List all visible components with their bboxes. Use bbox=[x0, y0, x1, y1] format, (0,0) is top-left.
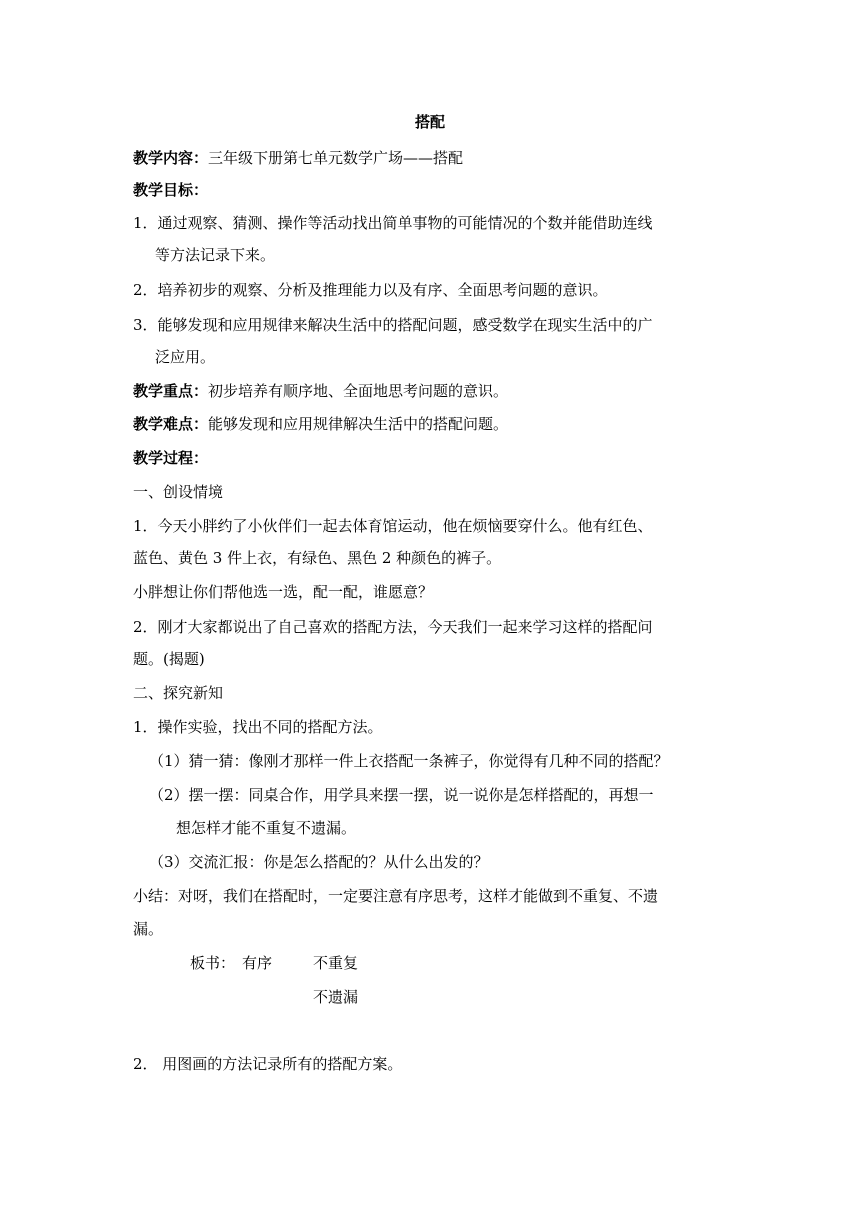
step-2: 2． 用图画的方法记录所有的搭配方案。 bbox=[133, 1055, 403, 1073]
goal-3-number: 3． bbox=[133, 316, 158, 334]
goal-3-line-1 bbox=[133, 315, 653, 335]
section-1-paragraph-3-line-1: 2．刚才大家都说出了自己喜欢的搭配方法，今天我们一起来学习这样的搭配问 bbox=[133, 618, 653, 636]
goal-1-line-2: 等方法记录下来。 bbox=[155, 246, 276, 264]
sub-step-1: （1）猜一猜：像刚才那样一件上衣搭配一条裤子，你觉得有几种不同的搭配？ bbox=[149, 752, 669, 770]
section-1-paragraph-1-line-1: 1．今天小胖约了小伙伴们一起去体育馆运动，他在烦恼要穿什么。他有红色、 bbox=[133, 517, 653, 535]
goal-2-number: 2． bbox=[133, 281, 158, 299]
key-point-label: 教学重点： bbox=[133, 382, 209, 400]
teaching-content bbox=[133, 148, 463, 168]
summary-line-2: 漏。 bbox=[133, 920, 164, 938]
section-1-paragraph-2: 小胖想让你们帮他选一选，配一配，谁愿意？ bbox=[133, 583, 434, 601]
key-point-text: 初步培养有顺序地、全面地思考问题的意识。 bbox=[208, 382, 509, 400]
teaching-content-text: 三年级下册第七单元数学广场——搭配 bbox=[208, 149, 464, 167]
board-item-no-repeat: 不重复 bbox=[313, 954, 359, 972]
goal-3-line-2: 泛应用。 bbox=[155, 348, 216, 366]
step-1: 1．操作实验，找出不同的搭配方法。 bbox=[133, 718, 383, 736]
goal-3-text: 能够发现和应用规律来解决生活中的搭配问题，感受数学在现实生活中的广 bbox=[157, 316, 653, 334]
board-label: 板书： bbox=[190, 954, 236, 972]
section-1-paragraph-1-line-2: 蓝色、黄色 3 件上衣，有绿色、黑色 2 种颜色的裤子。 bbox=[133, 549, 502, 567]
difficulty bbox=[133, 414, 508, 434]
board-item-no-omission: 不遗漏 bbox=[313, 988, 359, 1006]
difficulty-label: 教学难点： bbox=[133, 415, 209, 433]
section-2-heading: 二、探究新知 bbox=[133, 684, 224, 702]
goal-1-line-1 bbox=[133, 213, 653, 233]
key-point bbox=[133, 381, 508, 401]
goal-2-text: 培养初步的观察、分析及推理能力以及有序、全面思考问题的意识。 bbox=[157, 281, 608, 299]
section-1-paragraph-3-line-2: 题。(揭题) bbox=[133, 650, 205, 668]
board-item-ordered: 有序 bbox=[242, 954, 273, 972]
sub-step-3: （3）交流汇报：你是怎么搭配的？从什么出发的？ bbox=[149, 853, 489, 871]
goal-1-text: 通过观察、猜测、操作等活动找出简单事物的可能情况的个数并能借助连线 bbox=[157, 214, 653, 232]
summary-line-1: 小结：对呀，我们在搭配时，一定要注意有序思考，这样才能做到不重复、不遗 bbox=[133, 887, 659, 905]
document-title: 搭配 bbox=[414, 113, 445, 131]
difficulty-text: 能够发现和应用规律解决生活中的搭配问题。 bbox=[208, 415, 509, 433]
teaching-goals-label: 教学目标： bbox=[133, 181, 209, 199]
section-1-heading: 一、创设情境 bbox=[133, 483, 224, 501]
sub-step-2-line-1: （2）摆一摆：同桌合作，用学具来摆一摆，说一说你是怎样搭配的，再想一 bbox=[149, 786, 654, 804]
sub-step-2-line-2: 想怎样才能不重复不遗漏。 bbox=[176, 819, 357, 837]
teaching-content-label: 教学内容： bbox=[133, 149, 209, 167]
goal-1-number: 1． bbox=[133, 214, 158, 232]
goal-2 bbox=[133, 280, 608, 300]
process-label: 教学过程： bbox=[133, 449, 209, 467]
